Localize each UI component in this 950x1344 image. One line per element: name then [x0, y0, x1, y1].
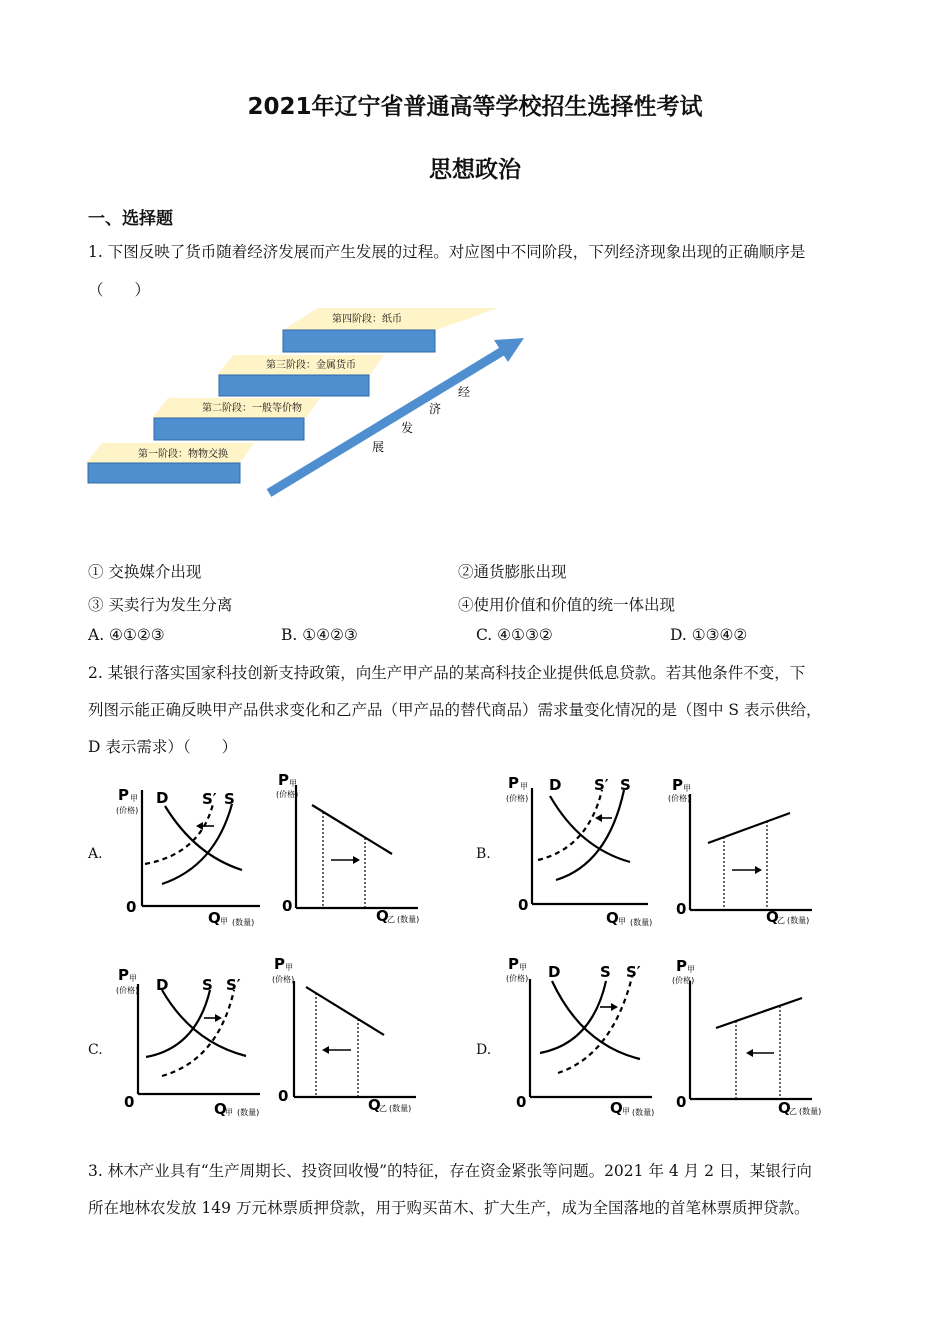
- q2-stem-line2: 列图示能正确反映甲产品供求变化和乙产品（甲产品的替代商品）需求量变化情况的是（图中 S 表示供给，: [88, 701, 822, 719]
- q-label: Q: [610, 1099, 623, 1117]
- q2-c-supply-graph: [110, 962, 270, 1122]
- origin: 0: [676, 900, 687, 918]
- q1-item-1: ① 交换媒介出现: [88, 563, 202, 581]
- stage4-step: [283, 330, 435, 352]
- price-label: (价格): [116, 986, 139, 995]
- arrow-char-4: 展: [372, 440, 385, 454]
- q1-stem-line2: （ ）: [88, 281, 151, 299]
- q-sub: 甲: [220, 917, 228, 926]
- p-label: P: [278, 771, 289, 789]
- qty-label: (数量): [632, 1108, 655, 1117]
- p-sub: 甲: [130, 794, 138, 803]
- arrow-head-right: [215, 1014, 222, 1022]
- demand-line: [306, 987, 384, 1035]
- q-sub: 甲: [225, 1108, 233, 1117]
- q1-item-3: ③ 买卖行为发生分离: [88, 596, 233, 614]
- s-prime-label: S′: [202, 790, 217, 808]
- s-label: S: [224, 790, 235, 808]
- p-label: P: [118, 786, 129, 804]
- qty-label: (数量): [237, 1108, 260, 1117]
- arrow-head-right: [611, 1003, 618, 1011]
- p-label: P: [274, 955, 285, 973]
- money-development-diagram: [86, 300, 536, 500]
- qty-label: (数量): [630, 918, 653, 927]
- q3-stem-line2: 所在地林农发放 149 万元林票质押贷款，用于购买苗木、扩大生产，成为全国落地的首笔林票质押贷款。: [88, 1199, 810, 1217]
- demand-line: [716, 998, 802, 1028]
- demand-curve: [550, 796, 630, 862]
- qty-label: (数量): [787, 916, 810, 925]
- q-label: Q: [376, 907, 389, 925]
- s-label: S: [202, 976, 213, 994]
- q2-b-substitute-graph: [664, 770, 824, 930]
- q2-d-supply-graph: [500, 955, 665, 1120]
- q-label: Q: [766, 908, 779, 926]
- q2-d-substitute-graph: [664, 955, 824, 1120]
- p-sub: 甲: [520, 782, 528, 791]
- s-prime-label: S′: [594, 776, 609, 794]
- s-label: S: [620, 776, 631, 794]
- demand-line: [312, 805, 392, 854]
- origin: 0: [278, 1087, 289, 1105]
- q2-b-supply-graph: [500, 768, 660, 930]
- origin: 0: [282, 897, 293, 915]
- q2-option-d-label[interactable]: D.: [476, 1042, 492, 1058]
- arrow-head-left: [595, 814, 602, 822]
- qty-label: (数量): [232, 918, 255, 927]
- price-label: (价格): [116, 806, 139, 815]
- supply-curve-s: [146, 990, 210, 1057]
- origin: 0: [124, 1093, 135, 1111]
- stage2-label: 第二阶段：一般等价物: [202, 403, 302, 414]
- q2-stem-line3: D 表示需求）（ ）: [88, 738, 238, 756]
- d-label: D: [548, 963, 561, 981]
- q-sub: 乙: [387, 915, 395, 924]
- supply-curve-s-prime: [558, 977, 632, 1073]
- origin: 0: [676, 1093, 687, 1111]
- d-label: D: [549, 776, 562, 794]
- p-sub: 甲: [519, 963, 527, 972]
- q2-a-substitute-graph: [270, 765, 430, 930]
- q1-option-c[interactable]: C. ④①③②: [476, 626, 553, 644]
- exam-title: 2021年辽宁省普通高等学校招生选择性考试: [247, 94, 703, 120]
- p-sub: 甲: [285, 963, 293, 972]
- p-label: P: [508, 955, 519, 973]
- origin: 0: [516, 1093, 527, 1111]
- d-label: D: [156, 976, 169, 994]
- q-sub: 乙: [777, 916, 785, 925]
- q2-c-substitute-graph: [270, 955, 430, 1115]
- p-label: P: [676, 957, 687, 975]
- supply-curve-s-prime: [145, 804, 213, 864]
- q2-stem-line1: 2. 某银行落实国家科技创新支持政策，向生产甲产品的某高科技企业提供低息贷款。若其他条件不变，下: [88, 664, 806, 682]
- s-prime-label: S′: [626, 963, 641, 981]
- qty-label: (数量): [389, 1104, 412, 1113]
- origin: 0: [126, 898, 137, 916]
- demand-curve: [165, 806, 242, 870]
- q-sub: 甲: [618, 917, 626, 926]
- qty-label: (数量): [397, 915, 420, 924]
- p-sub: 甲: [687, 965, 695, 974]
- p-sub: 甲: [683, 784, 691, 793]
- q-sub: 乙: [379, 1104, 387, 1113]
- demand-line: [708, 813, 790, 843]
- stage3-step: [219, 375, 369, 396]
- arrow-head-left: [746, 1049, 753, 1057]
- supply-curve-s: [556, 790, 624, 880]
- price-label: (价格): [672, 976, 695, 985]
- q2-option-c-label[interactable]: C.: [88, 1042, 103, 1058]
- q-label: Q: [208, 909, 221, 927]
- subject-title: 思想政治: [429, 157, 521, 183]
- stage4-label: 第四阶段：纸币: [332, 314, 402, 325]
- q1-option-d[interactable]: D. ①③④②: [670, 626, 748, 644]
- q1-stem-line1: 1. 下图反映了货币随着经济发展而产生发展的过程。对应图中不同阶段，下列经济现象出现的正确顺序是: [88, 243, 806, 261]
- q-sub: 甲: [622, 1107, 630, 1116]
- stage1-label: 第一阶段：物物交换: [138, 449, 228, 460]
- q1-item-4: ④使用价值和价值的统一体出现: [458, 596, 676, 614]
- price-label: (价格): [506, 974, 529, 983]
- stage3-label: 第三阶段：金属货币: [266, 360, 356, 371]
- arrow-head-right: [755, 866, 762, 874]
- p-sub: 甲: [289, 779, 297, 788]
- arrow-head-right: [353, 856, 360, 864]
- p-label: P: [672, 776, 683, 794]
- q2-option-b-label[interactable]: B.: [476, 846, 491, 862]
- q-label: Q: [778, 1099, 791, 1117]
- s-label: S: [600, 963, 611, 981]
- section-heading: 一、选择题: [88, 209, 173, 229]
- price-label: (价格): [276, 790, 299, 799]
- origin: 0: [518, 896, 529, 914]
- arrow-char-2: 济: [429, 402, 442, 416]
- p-sub: 甲: [129, 974, 137, 983]
- p-label: P: [118, 966, 129, 984]
- stage1-step: [88, 463, 240, 483]
- q-sub: 乙: [789, 1107, 797, 1116]
- price-label: (价格): [272, 975, 295, 984]
- q1-option-b[interactable]: B. ①④②③: [281, 626, 358, 644]
- d-label: D: [156, 789, 169, 807]
- stage2-step: [154, 418, 304, 440]
- q2-option-a-label[interactable]: A.: [88, 846, 103, 862]
- q1-option-a[interactable]: A. ④①②③: [88, 626, 165, 644]
- p-label: P: [508, 774, 519, 792]
- arrow-head-left: [196, 822, 203, 830]
- s-prime-label: S′: [226, 976, 241, 994]
- qty-label: (数量): [799, 1107, 822, 1116]
- q2-a-supply-graph: [110, 770, 270, 930]
- price-label: (价格): [506, 794, 529, 803]
- price-label: (价格): [668, 794, 691, 803]
- q-label: Q: [368, 1096, 381, 1114]
- arrow-char-1: 经: [458, 385, 471, 399]
- q1-item-2: ②通货膨胀出现: [458, 563, 567, 581]
- q-label: Q: [606, 909, 619, 927]
- arrow-char-3: 发: [401, 421, 414, 435]
- arrow-head-left: [322, 1046, 329, 1054]
- q-label: Q: [214, 1100, 227, 1118]
- q3-stem-line1: 3. 林木产业具有“生产周期长、投资回收慢”的特征，存在资金紧张等问题。2021 年 4 月 2 日，某银行向: [88, 1162, 812, 1180]
